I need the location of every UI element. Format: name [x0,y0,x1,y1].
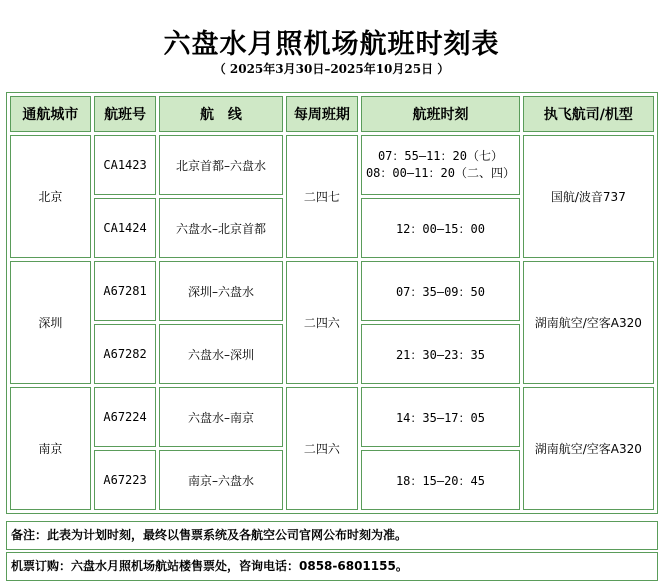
route-cell: 六盘水–深圳 [159,324,282,384]
time-cell [361,135,520,195]
ticket-info: 机票订购：六盘水月照机场航站楼售票处，咨询电话：0858-6801155。 [6,552,658,581]
schedule-table [6,92,658,514]
flight-no-cell: A67281 [94,261,157,321]
header-days: 每周班期 [286,96,359,132]
days-cell: 二四六 [286,387,359,510]
route-cell: 六盘水–北京首都 [159,198,282,258]
route-cell: 六盘水–南京 [159,387,282,447]
city-cell: 北京 [10,135,91,258]
date-range: （ 2025年3月30日–2025年10月25日 ） [213,62,450,76]
carrier-cell: 湖南航空/空客A320 [523,261,654,384]
route-cell: 北京首都–六盘水 [159,135,282,195]
remark-note: 备注：此表为计划时刻，最终以售票系统及各航空公司官网公布时刻为准。 [6,521,658,550]
time-cell: 07：35–09：50 [361,261,520,321]
header-times: 航班时刻 [361,96,520,132]
flight-no-cell: CA1424 [94,198,157,258]
time-cell: 21：30–23：35 [361,324,520,384]
table-row [10,135,654,195]
header-row [10,96,654,132]
flight-no-cell: A67224 [94,387,157,447]
flight-no-cell: A67223 [94,450,157,510]
time-line: 08：00–11：20（二、四） [365,166,515,180]
flight-no-cell: A67282 [94,324,157,384]
header-route: 航 线 [159,96,282,132]
table-row [10,387,654,447]
header-city: 通航城市 [10,96,91,132]
time-cell: 12：00–15：00 [361,198,520,258]
carrier-cell: 国航/波音737 [523,135,654,258]
days-cell: 二四六 [286,261,359,384]
time-cell: 18：15–20：45 [361,450,520,510]
time-cell: 14：35–17：05 [361,387,520,447]
city-cell: 南京 [10,387,91,510]
time-line: 07：55–11：20（七） [377,149,503,163]
route-cell: 深圳–六盘水 [159,261,282,321]
city-cell: 深圳 [10,261,91,384]
flight-no-cell: CA1423 [94,135,157,195]
days-cell: 二四七 [286,135,359,258]
table-row [10,261,654,321]
header-carrier: 执飞航司/机型 [523,96,654,132]
carrier-cell: 湖南航空/空客A320 [523,387,654,510]
route-cell: 南京–六盘水 [159,450,282,510]
header-flight-no: 航班号 [94,96,157,132]
page-title: 六盘水月照机场航班时刻表 [163,29,500,60]
